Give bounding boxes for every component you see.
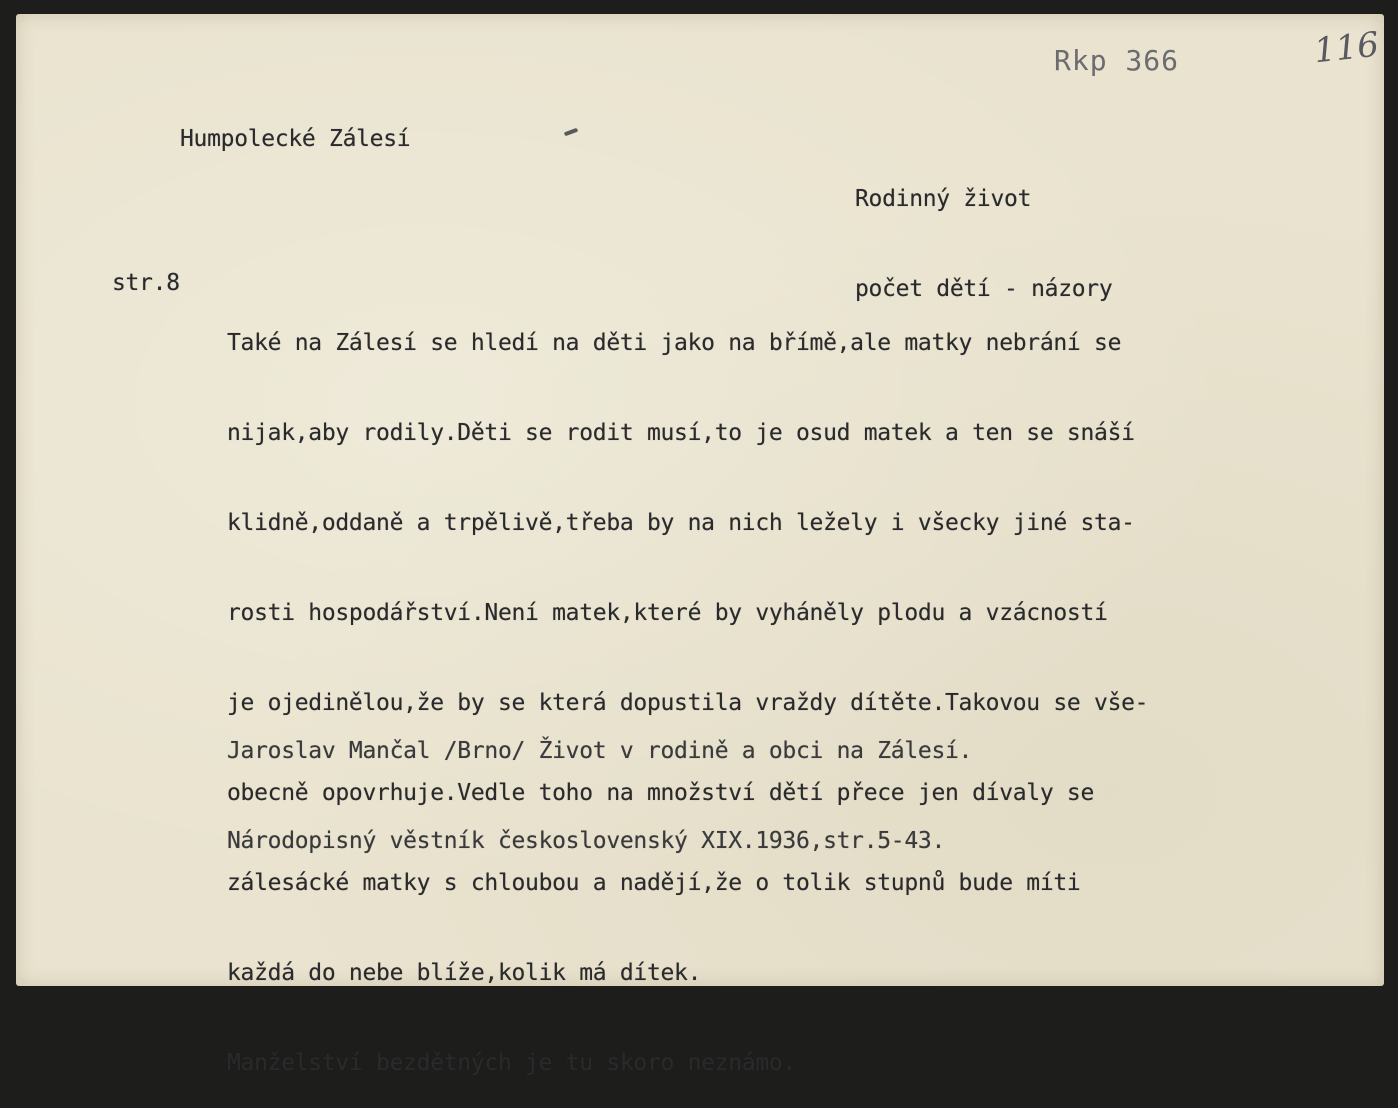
text-line: je ojedinělou,že by se která dopustila vraždy dítěte.Takovou se vše- [227,690,1149,716]
text-line: klidně,oddaně a trpělivě,třeba by na nich ležely i všecky jiné sta- [227,510,1135,536]
locality-heading: Humpolecké Zálesí [180,126,411,152]
subject-line: počet dětí - názory [855,276,1113,302]
subject-line: Rodinný život [855,186,1032,212]
bibliographic-citation [227,676,972,886]
citation-line: Jaroslav Mančal /Brno/ Život v rodině a obci na Zálesí. [227,738,973,764]
text-line: rosti hospodářství.Není matek,které by vyháněly plodu a vzácností [227,600,1108,626]
handwritten-sheet-number: 116 [1312,24,1381,72]
text-line: zálesácké matky s chloubou a nadějí,že o tolik stupnů bude míti [227,870,1081,896]
text-line: nijak,aby rodily.Děti se rodit musí,to je osud matek a ten se snáší [227,420,1135,446]
page-reference: str.8 [112,270,180,296]
call-number: Rkp 366 [1054,44,1180,77]
text-line: Manželství bezdětných je tu skoro neznámo. [227,1050,796,1076]
citation-line: Národopisný věstník československý XIX.1936,str.5-43. [227,828,946,854]
text-line: Také na Zálesí se hledí na děti jako na břímě,ale matky nebrání se [227,330,1122,356]
text-line: každá do nebe blíže,kolik má dítek. [227,960,702,986]
text-line: obecně opovrhuje.Vedle toho na množství dětí přece jen dívaly se [227,780,1095,806]
